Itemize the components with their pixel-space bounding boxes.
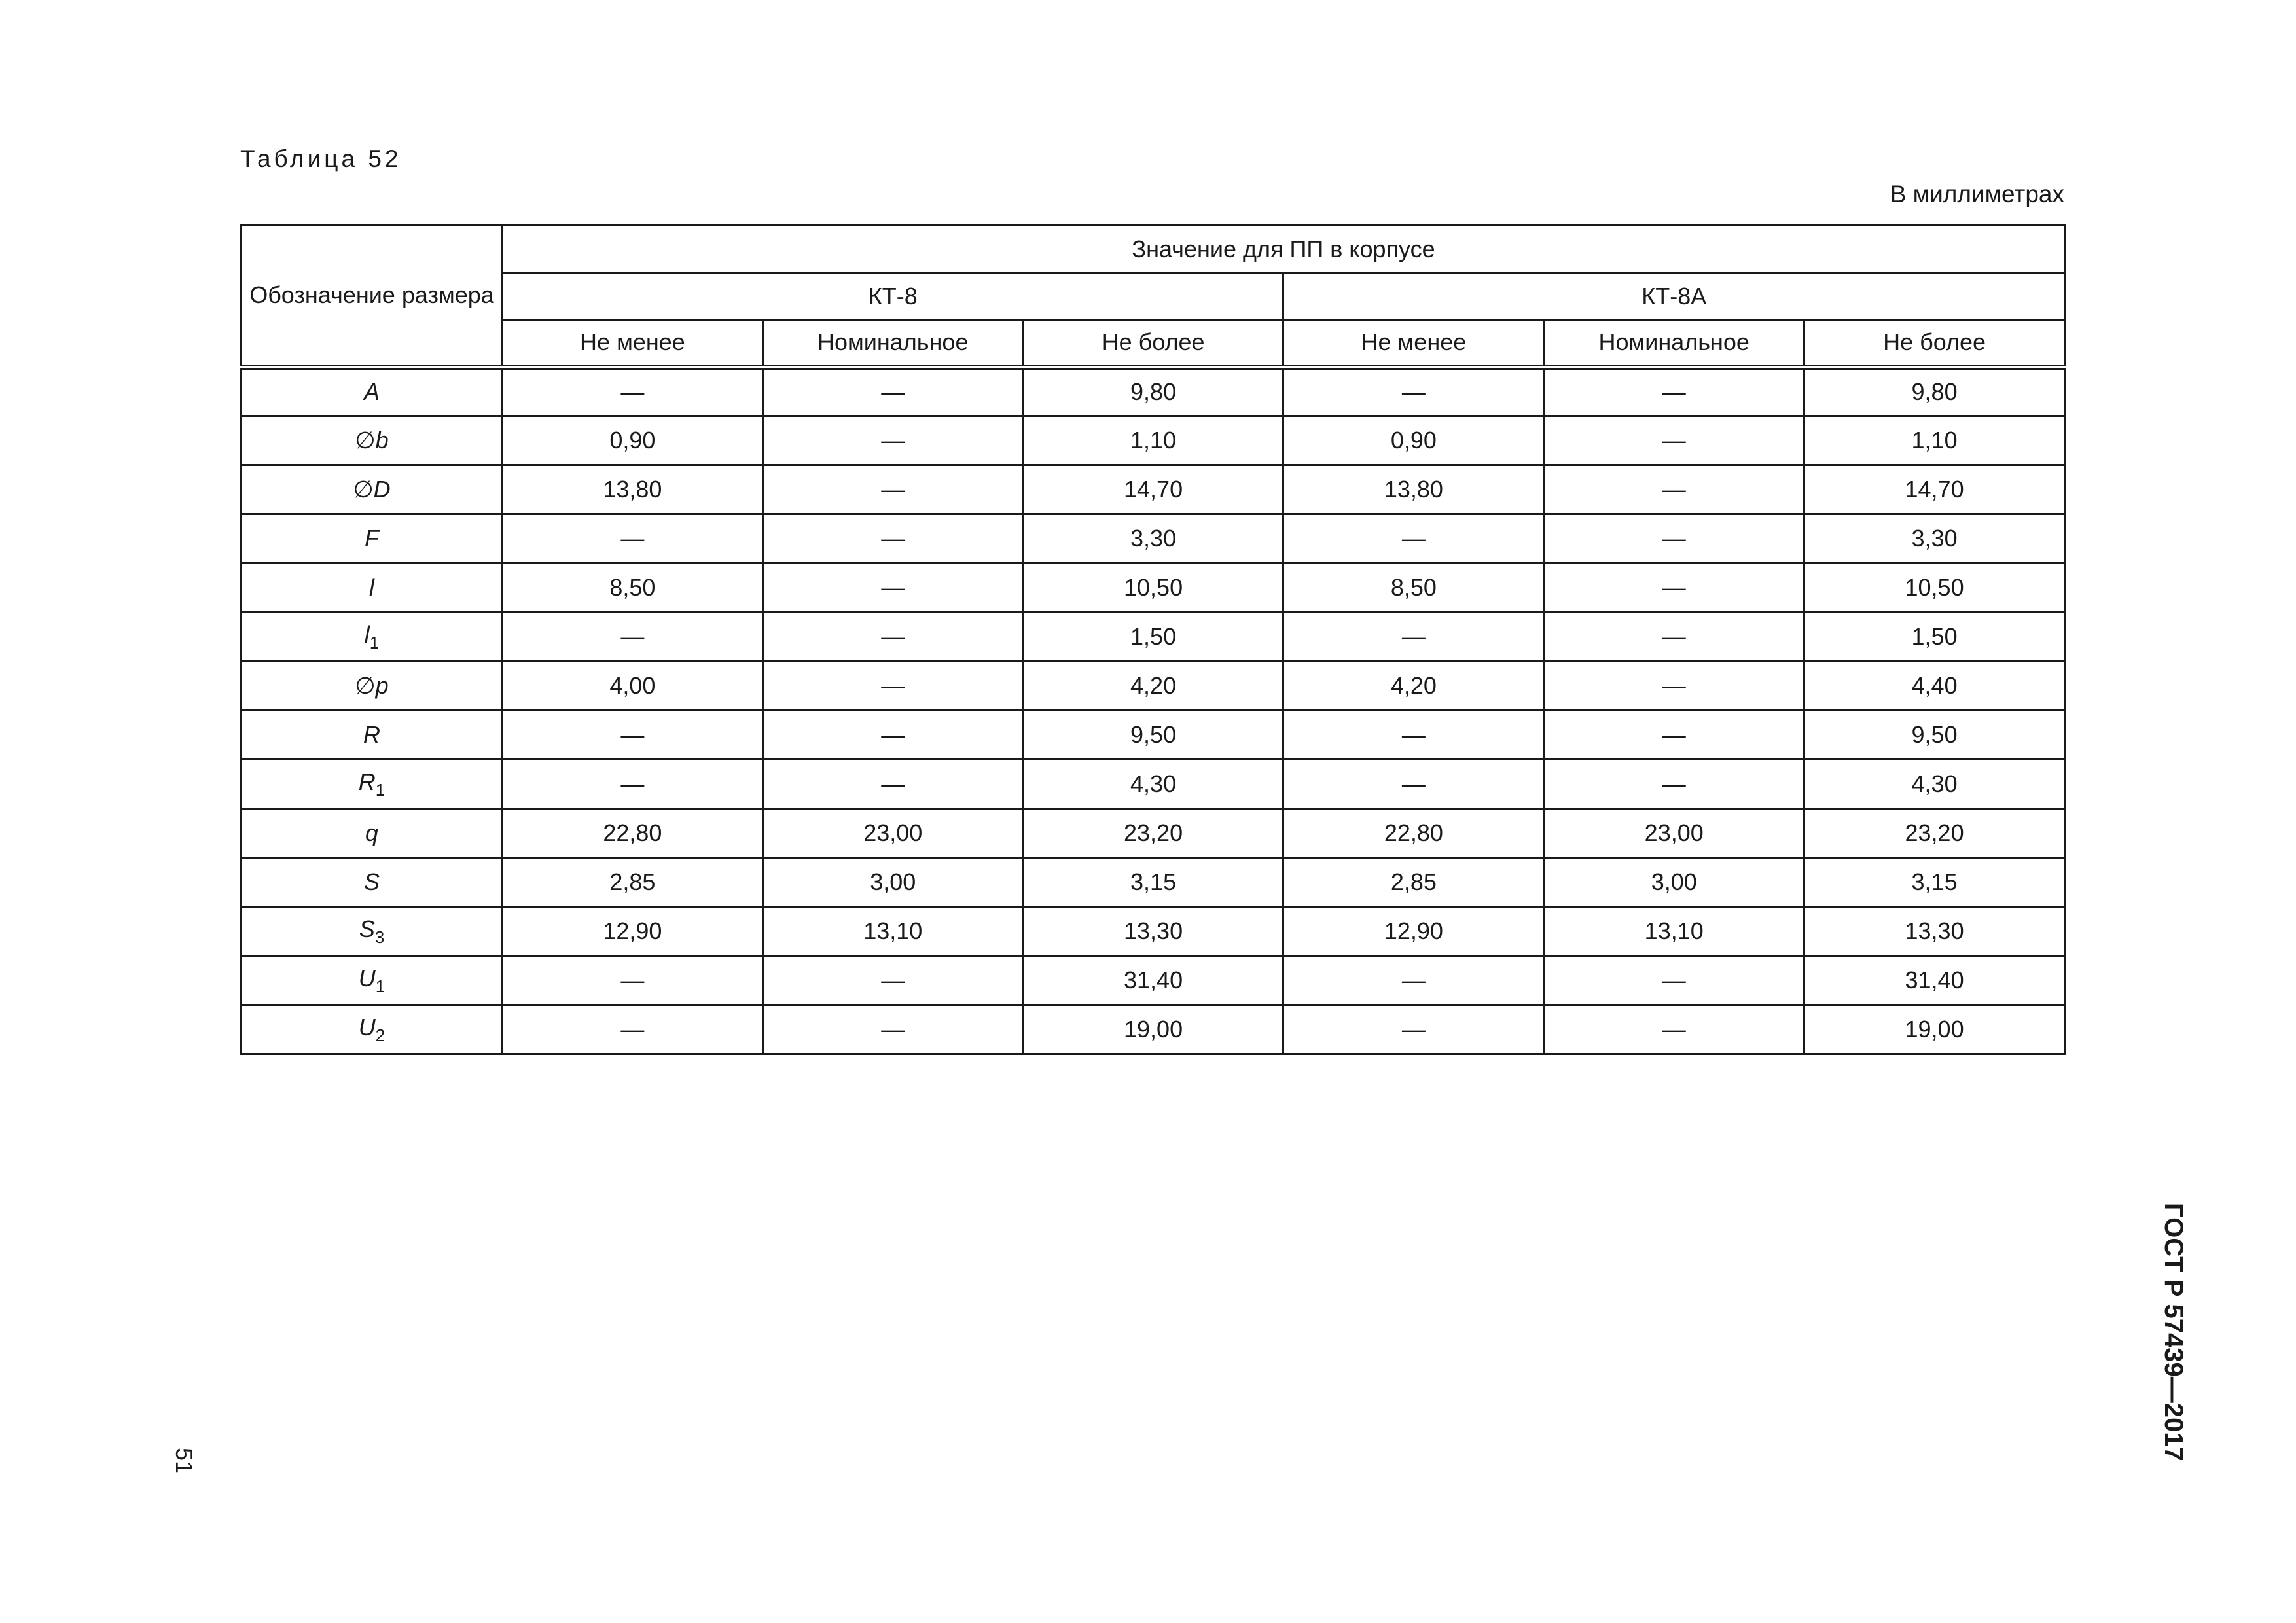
value-cell: — xyxy=(503,711,763,760)
subcolumn-header-max: Не более xyxy=(1023,320,1283,367)
table-row xyxy=(242,1005,2065,1054)
value-cell: 4,30 xyxy=(1023,760,1283,809)
value-cell: 12,90 xyxy=(1283,907,1544,956)
table-row xyxy=(242,416,2065,465)
value-cell: — xyxy=(762,514,1023,563)
table-row xyxy=(242,367,2065,416)
value-cell: — xyxy=(1283,367,1544,416)
table-row xyxy=(242,858,2065,907)
value-cell: — xyxy=(503,760,763,809)
value-cell: — xyxy=(762,956,1023,1005)
value-cell: 31,40 xyxy=(1804,956,2065,1005)
value-cell: — xyxy=(762,613,1023,662)
value-cell: 1,10 xyxy=(1023,416,1283,465)
table-row xyxy=(242,760,2065,809)
subcolumn-header-nominal: Номинальное xyxy=(762,320,1023,367)
subcolumn-header-nominal: Номинальное xyxy=(1544,320,1804,367)
table-row xyxy=(242,662,2065,711)
value-cell: — xyxy=(1283,1005,1544,1054)
table-header xyxy=(242,226,2065,367)
package-header-kt8: КТ-8 xyxy=(503,273,1283,320)
dimension-symbol-cell xyxy=(242,662,503,711)
dimension-symbol-cell xyxy=(242,907,503,956)
value-cell: 13,10 xyxy=(1544,907,1804,956)
value-cell: 23,00 xyxy=(762,809,1023,858)
value-cell: 23,20 xyxy=(1023,809,1283,858)
value-cell: 22,80 xyxy=(503,809,763,858)
value-cell: — xyxy=(762,662,1023,711)
value-cell: — xyxy=(503,367,763,416)
table-row xyxy=(242,711,2065,760)
dimension-subscript: 1 xyxy=(375,976,386,996)
subcolumn-header-max: Не более xyxy=(1804,320,2065,367)
value-cell: — xyxy=(503,1005,763,1054)
diameter-sign: ∅ xyxy=(355,672,376,699)
dimension-symbol: l xyxy=(369,574,374,601)
value-cell: — xyxy=(503,514,763,563)
dimension-symbol-cell xyxy=(242,760,503,809)
value-cell: — xyxy=(762,711,1023,760)
value-cell: — xyxy=(1544,760,1804,809)
value-cell: — xyxy=(1283,613,1544,662)
diameter-sign: ∅ xyxy=(353,476,374,503)
value-cell: — xyxy=(1544,563,1804,613)
value-cell: 9,80 xyxy=(1023,367,1283,416)
value-cell: 3,30 xyxy=(1804,514,2065,563)
value-cell: 10,50 xyxy=(1023,563,1283,613)
dimension-symbol-cell xyxy=(242,613,503,662)
value-cell: — xyxy=(762,416,1023,465)
value-cell: 22,80 xyxy=(1283,809,1544,858)
dimension-symbol: R xyxy=(363,721,380,748)
table-row xyxy=(242,465,2065,514)
value-cell: — xyxy=(1544,514,1804,563)
dimension-symbol: l xyxy=(364,620,370,648)
dimension-symbol-cell xyxy=(242,809,503,858)
dimension-symbol-cell xyxy=(242,367,503,416)
dimensions-table xyxy=(240,224,2066,1055)
value-cell: — xyxy=(1283,711,1544,760)
dimension-symbol-cell xyxy=(242,563,503,613)
value-cell: 12,90 xyxy=(503,907,763,956)
dimension-subscript: 1 xyxy=(369,632,380,652)
table-body xyxy=(242,367,2065,1054)
value-cell: 1,50 xyxy=(1023,613,1283,662)
units-note: В миллиметрах xyxy=(1890,181,2064,207)
dimension-symbol: A xyxy=(363,378,380,406)
value-cell: 0,90 xyxy=(503,416,763,465)
dimension-symbol: D xyxy=(373,476,391,503)
subcolumn-header-min: Не менее xyxy=(503,320,763,367)
value-cell: 13,30 xyxy=(1023,907,1283,956)
dimension-symbol-cell xyxy=(242,1005,503,1054)
value-cell: 14,70 xyxy=(1804,465,2065,514)
standard-designation: ГОСТ Р 57439—2017 xyxy=(2159,1203,2188,1461)
value-cell: 23,20 xyxy=(1804,809,2065,858)
dimension-symbol-cell xyxy=(242,858,503,907)
dimension-symbol-cell xyxy=(242,416,503,465)
table-row xyxy=(242,809,2065,858)
dimension-symbol-cell xyxy=(242,465,503,514)
value-cell: 8,50 xyxy=(1283,563,1544,613)
value-cell: 3,00 xyxy=(762,858,1023,907)
row-header-cell: Обозначение размера xyxy=(242,226,503,367)
dimension-symbol: p xyxy=(375,672,389,699)
value-cell: 23,00 xyxy=(1544,809,1804,858)
value-cell: 4,40 xyxy=(1804,662,2065,711)
value-cell: 19,00 xyxy=(1023,1005,1283,1054)
value-cell: 4,00 xyxy=(503,662,763,711)
value-cell: — xyxy=(1283,956,1544,1005)
value-cell: 3,15 xyxy=(1023,858,1283,907)
value-cell: 13,80 xyxy=(1283,465,1544,514)
value-cell: 4,20 xyxy=(1283,662,1544,711)
value-cell: — xyxy=(1283,760,1544,809)
table-row xyxy=(242,514,2065,563)
value-cell: 9,50 xyxy=(1023,711,1283,760)
dimension-symbol: F xyxy=(365,525,379,552)
value-cell: — xyxy=(1544,367,1804,416)
value-cell: 13,30 xyxy=(1804,907,2065,956)
value-cell: 19,00 xyxy=(1804,1005,2065,1054)
value-cell: 4,20 xyxy=(1023,662,1283,711)
value-cell: — xyxy=(1544,613,1804,662)
value-cell: — xyxy=(762,1005,1023,1054)
value-cell: 3,15 xyxy=(1804,858,2065,907)
value-cell: 31,40 xyxy=(1023,956,1283,1005)
value-cell: 3,30 xyxy=(1023,514,1283,563)
value-cell: 14,70 xyxy=(1023,465,1283,514)
package-header-kt8a: КТ-8А xyxy=(1283,273,2065,320)
value-cell: 2,85 xyxy=(503,858,763,907)
dimension-symbol-cell xyxy=(242,514,503,563)
diameter-sign: ∅ xyxy=(355,427,376,454)
dimension-symbol: R xyxy=(358,768,376,795)
value-cell: 13,80 xyxy=(503,465,763,514)
group-header-cell: Значение для ПП в корпусе xyxy=(503,226,2065,273)
dimension-subscript: 2 xyxy=(375,1025,386,1045)
dimension-subscript: 3 xyxy=(374,927,385,947)
dimension-subscript: 1 xyxy=(375,779,386,800)
subcolumn-header-min: Не менее xyxy=(1283,320,1544,367)
table-row xyxy=(242,613,2065,662)
table-row xyxy=(242,956,2065,1005)
value-cell: — xyxy=(1283,514,1544,563)
value-cell: 10,50 xyxy=(1804,563,2065,613)
value-cell: — xyxy=(1544,1005,1804,1054)
value-cell: — xyxy=(1544,711,1804,760)
dimension-symbol: S xyxy=(359,915,375,942)
value-cell: 0,90 xyxy=(1283,416,1544,465)
value-cell: 2,85 xyxy=(1283,858,1544,907)
value-cell: 8,50 xyxy=(503,563,763,613)
value-cell: — xyxy=(1544,956,1804,1005)
dimension-symbol-cell xyxy=(242,956,503,1005)
value-cell: — xyxy=(1544,465,1804,514)
value-cell: 1,50 xyxy=(1804,613,2065,662)
value-cell: 9,50 xyxy=(1804,711,2065,760)
dimension-symbol: q xyxy=(365,819,379,846)
dimension-symbol: S xyxy=(363,868,380,895)
value-cell: — xyxy=(503,613,763,662)
value-cell: — xyxy=(762,563,1023,613)
table-caption: Таблица 52 xyxy=(240,145,402,172)
value-cell: 9,80 xyxy=(1804,367,2065,416)
value-cell: — xyxy=(762,760,1023,809)
value-cell: 4,30 xyxy=(1804,760,2065,809)
value-cell: — xyxy=(1544,416,1804,465)
table-row xyxy=(242,563,2065,613)
value-cell: 3,00 xyxy=(1544,858,1804,907)
page-number: 51 xyxy=(171,1448,198,1474)
value-cell: — xyxy=(503,956,763,1005)
value-cell: 13,10 xyxy=(762,907,1023,956)
dimension-symbol: b xyxy=(375,427,389,454)
value-cell: — xyxy=(762,465,1023,514)
dimension-symbol: U xyxy=(358,1013,376,1041)
table-row xyxy=(242,907,2065,956)
value-cell: 1,10 xyxy=(1804,416,2065,465)
dimension-symbol: U xyxy=(358,964,376,991)
value-cell: — xyxy=(762,367,1023,416)
dimension-symbol-cell xyxy=(242,711,503,760)
value-cell: — xyxy=(1544,662,1804,711)
